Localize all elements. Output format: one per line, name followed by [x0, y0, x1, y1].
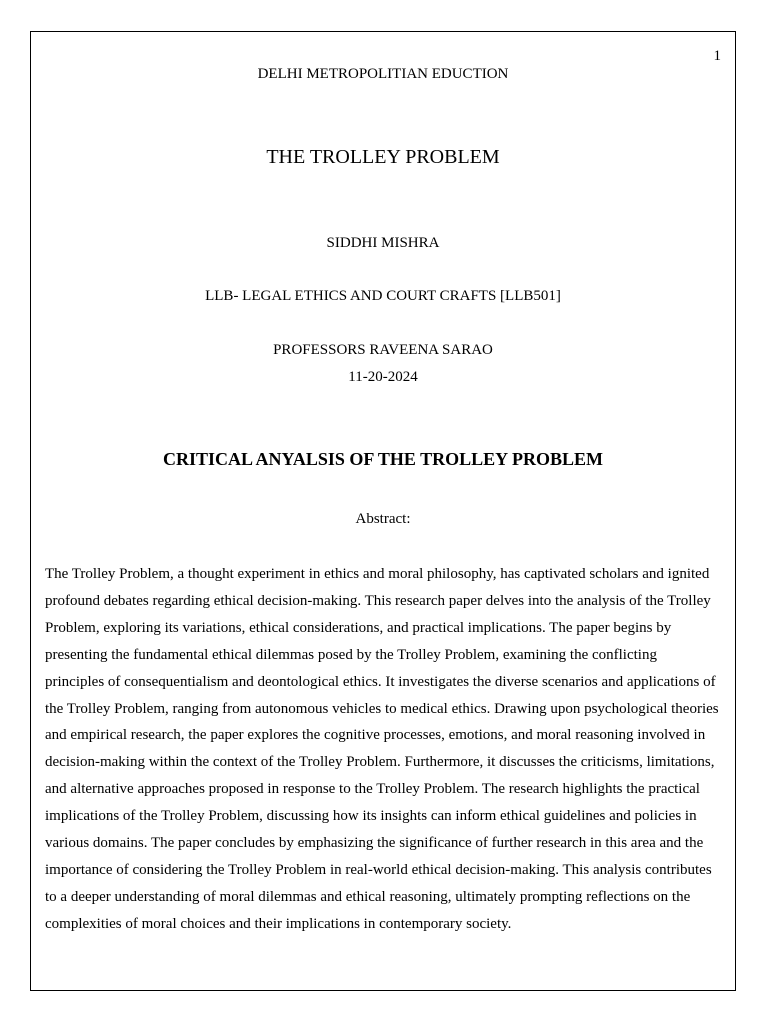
abstract-line: and alternative approaches proposed in response to the Trolley Problem. The research highlights the practical: [45, 781, 700, 798]
abstract-line: implications of the Trolley Problem, discussing how its insights can inform ethical guidelines and policies in: [45, 808, 697, 825]
abstract-line: presenting the fundamental ethical dilemmas posed by the Trolley Problem, examining the conflicting: [45, 646, 657, 663]
paper-title: THE TROLLEY PROBLEM: [266, 146, 500, 168]
abstract-paragraph: [45, 561, 727, 938]
abstract-line: profound debates regarding ethical decision-making. This research paper delves into the analysis of the Trolley: [45, 592, 711, 609]
course-name: LLB- LEGAL ETHICS AND COURT CRAFTS [LLB501]: [205, 288, 561, 304]
professor-name: PROFESSORS RAVEENA SARAO: [273, 342, 493, 358]
section-heading: CRITICAL ANYALSIS OF THE TROLLEY PROBLEM: [163, 449, 603, 469]
abstract-line: various domains. The paper concludes by emphasizing the significance of further research in this area and the: [45, 835, 704, 852]
page-number: 1: [713, 48, 721, 64]
abstract-line: complexities of moral choices and their implications in contemporary society.: [45, 915, 512, 932]
abstract-line: the Trolley Problem, ranging from autonomous vehicles to medical ethics. Drawing upon psychological theories: [45, 700, 719, 717]
submission-date: 11-20-2024: [348, 369, 418, 385]
abstract-line: to a deeper understanding of moral dilemmas and ethical reasoning, ultimately prompting reflections on the: [45, 888, 691, 905]
author-name: SIDDHI MISHRA: [326, 235, 440, 251]
abstract-line: Problem, exploring its variations, ethical considerations, and practical implications. The paper begins by: [45, 619, 672, 636]
abstract-label: Abstract:: [355, 511, 411, 527]
abstract-line: The Trolley Problem, a thought experiment in ethics and moral philosophy, has captivated scholars and ignited: [45, 566, 710, 582]
document-page: [30, 31, 736, 991]
institution-name: DELHI METROPOLITIAN EDUCTION: [257, 66, 509, 82]
abstract-line: principles of consequentialism and deontological ethics. It investigates the diverse scenarios and applications of: [45, 673, 716, 690]
abstract-line: and empirical research, the paper explores the cognitive processes, emotions, and moral reasoning involved in: [45, 727, 706, 744]
abstract-line: importance of considering the Trolley Problem in real-world ethical decision-making. This analysis contributes: [45, 861, 712, 878]
abstract-line: decision-making within the context of the Trolley Problem. Furthermore, it discusses the criticisms, limitations,: [45, 754, 715, 771]
